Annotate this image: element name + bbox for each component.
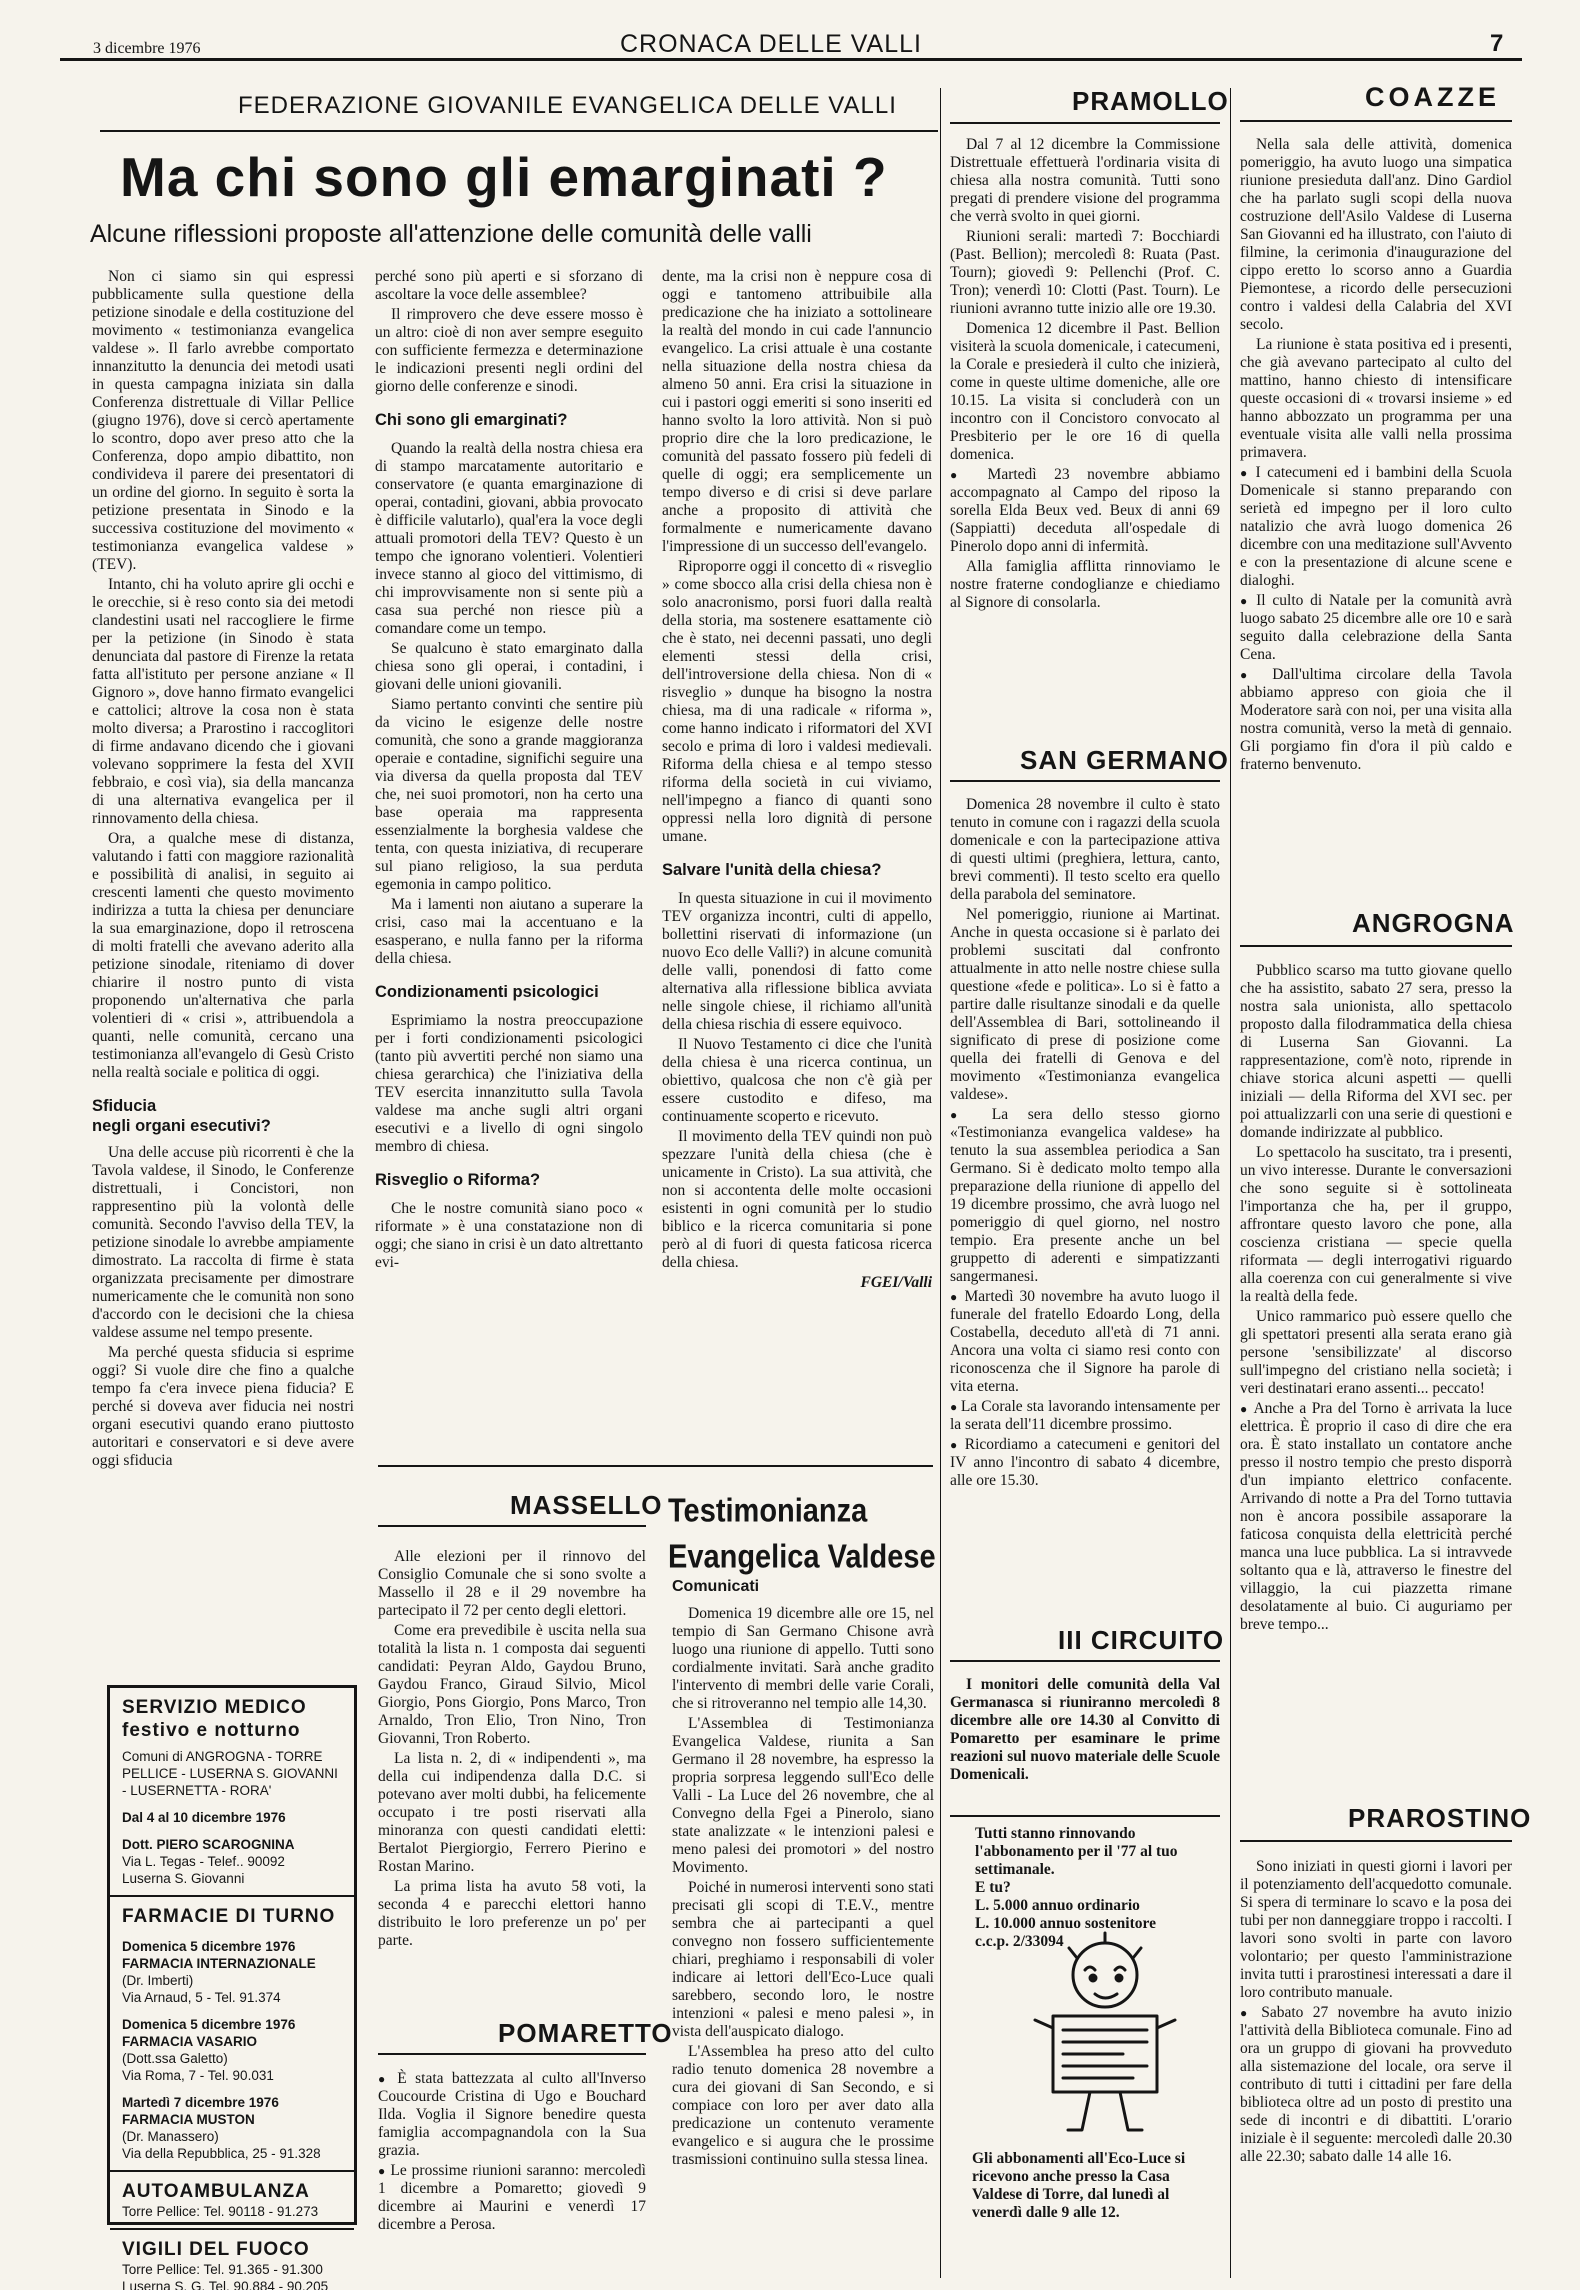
article-signature: FGEI/Valli [860,1274,932,1291]
pharmacy-address: Via della Repubblica, 25 - 91.328 [122,2146,321,2161]
news-paragraph: Unico rammarico può essere quello che gli spettatori presenti alla serata erano già persone 'sensibilizzate' al discorso sull'impegno del cristiano nella società; i veri destinatari erano assenti... peccato! [1240,1308,1512,1397]
period: Dal 4 al 10 dicembre 1976 [122,1810,286,1825]
article-column-3 [662,268,932,1294]
article-paragraph: dente, ma la crisi non è neppure cosa di oggi e tantomeno attribuibile alla predicazione che ha iniziato a sottolineare la realtà del mondo in cui cade l'annuncio evangelico. La crisi attuale è una costante nella situazione della nostra chiesa da almeno 50 anni. Era crisi la situazione in cui i pastori oggi emeriti si sono inseriti ed hanno svolto la loro attività. Non si può proprio dire che la loro predicazione, le comunità del passato fossero più fedeli di quelle di oggi; era semplicemente un tempo diverso e di crisi si deve parlare anche a proposito di attività che formalmente e numericamente davano l'impressione di un successo dell'evangelo. [662,268,932,555]
news-paragraph: Poiché in numerosi interventi sono stati precisati gli scopi di T.E.V., mentre sembra che ai partecipanti a quel convegno non fossero sufficientemente chiari, preghiamo i responsabili di voler indicare ai lettori dell'Eco-Luce quali sarebbero, secondo loro, le nostre intenzioni « palesi e meno palesi », in vista dell'auspicato dialogo. [672,1879,934,2040]
pharmacy-address: Via Arnaud, 5 - Tel. 91.374 [122,1990,281,2005]
subheading-line: negli organi esecutivi? [92,1117,271,1135]
news-paragraph: Domenica 28 novembre il culto è stato tenuto in comune con i ragazzi della scuola domenicale e con la partecipazione attiva di questi ultimi (preghiera, lettura, canto, brevi commenti). Il testo scelto era quello della parabola del seminatore. [950,796,1220,903]
firefighters-phone: Torre Pellice: Tel. 91.365 - 91.300 [122,2262,323,2277]
pharmacy-date: Martedì 7 dicembre 1976 [122,2095,279,2110]
article-paragraph: Se qualcuno è stato emarginato dalla chiesa sono gli operai, i contadini, i giovani delle unioni giovanili. [375,640,643,693]
masthead-rule [60,58,1522,61]
ambulance-phone: Torre Pellice: Tel. 90118 - 91.273 [122,2204,319,2219]
kicker-rule [100,130,938,132]
testimonianza-text [672,1605,934,2171]
ad-line: L. 10.000 annuo sostenitore [975,1915,1156,1932]
comunicati-label: Comunicati [672,1578,760,1595]
headline: Ma chi sono gli emarginati ? [120,146,888,208]
page-number: 7 [1490,30,1504,57]
article-paragraph: Siamo pertanto convinti che sentire più da vicino le esigenze delle nostre comunità, che sono a grande maggioranza operaie e contadine, significhi seguire una via diversa da quella proposta dal TEV che, nei suoi promotori, non ha certo una base operaia ma rappresenta essenzialmente la borghesia valdese che tenta, con questa iniziativa, di recuperare sul piano religioso, la sua perduta egemonia in campo politico. [375,696,643,893]
ad-line: c.c.p. 2/33094 [975,1933,1064,1950]
article-paragraph: Ora, a qualche mese di distanza, valutando i fatti con maggiore razionalità e possibilità di analisi, in seguito ai crescenti lamenti che questo movimento indirizza a tutta la chiesa per denunciare la sua emarginazione, dopo il retroscena di molti fratelli che avevano aderito alla petizione sinodale, riteniamo di dover chiarire il nostro punto di vista proponendo un'alternativa che parla volentieri di « crisi », attribuendola a quanti, nelle comunità, cercano una testimonianza all'evangelo di Gesù Cristo nella realtà sociale e politica di oggi. [92,830,354,1081]
doctor-city: Luserna S. Giovanni [122,1871,245,1886]
subheading-unita: Salvare l'unità della chiesa? [662,861,882,879]
article-column-1 [92,268,354,1472]
ambulance-title: AUTOAMBULANZA [122,2181,310,2202]
sangermano-rule [950,780,1220,782]
subheading-line: Sfiducia [92,1097,157,1115]
coazze-text [1240,136,1512,776]
article-paragraph: Riproporre oggi il concetto di « risveglio » come sbocco alla crisi della chiesa non è solo anacronismo, porsi fuori dalla realtà della storia, ma sostenere esattamente ciò che è stato, nei decenni passati, uno degli elementi stessi della crisi, dell'introversione della chiesa. Non di « risveglio » dunque ha bisogno la nostra chiesa, ma di una radicale « riforma », come hanno indicato i riformatori del XVI secolo e prima di loro i valdesi medievali. Riforma della chiesa e al tempo stesso riforma della società in cui viviamo, nell'impegno a fianco di quanti sono oppressi nella loro dignità di persone umane. [662,558,932,845]
news-paragraph: Come era prevedibile è uscita nella sua totalità la lista n. 1 composta dai seguenti candidati: Peyran Aldo, Gaydou Bruno, Gaydou Franco, Giraud Silvio, Micol Giorgio, Pons Giorgio, Pons Marco, Tron Arnaldo, Tron Elio, Tron Nino, Tron Giovanni, Tron Roberto. [378,1622,646,1747]
news-paragraph: ● Sabato 27 novembre ha avuto inizio l'attività della Biblioteca comunale. Fino ad ora un gruppo di giovani ha provveduto alla sistemazione del locale, ora serve il contributo di tutti i cittadini per fare della biblioteca oltre ad un posto di prestito una sede di incontri e di dibattiti. L'orario iniziale è il seguente: mercoledì dalle 20.30 alle 22.30; sabato dalle 14 alle 16. [1240,2004,1512,2166]
subscription-footer: Gli abbonamenti all'Eco-Luce si ricevono anche presso la Casa Valdese di Torre, dal lunedì al venerdì dalle 9 alle 12. [972,2150,1186,2221]
article-paragraph: Il movimento della TEV quindi non può spezzare l'unità della chiesa (che è unicamente in Cristo). La sua attività, che non si accontenta delle molte occasioni esistenti in ogni comunità per lo studio biblico e la ricerca comunitaria si pone però al di fuori di questa faticosa ricerca della chiesa. [662,1128,932,1271]
news-paragraph: L'Assemblea ha preso atto del culto radio tenuto domenica 28 novembre a cura dei giovani di San Secondo, e si compiace con loro per aver dato alla predicazione un contenuto veramente evangelico e si augura che le prossime trasmissioni continuino sulla stessa linea. [672,2043,934,2168]
doctor-address: Via L. Tegas - Telef.. 90092 [122,1854,285,1869]
page-date: 3 dicembre 1976 [93,40,201,57]
news-paragraph: ● Ricordiamo a catecumeni e genitori del IV anno l'incontro di sabato 4 dicembre, alle ore 15.30. [950,1436,1220,1490]
pharmacy-owner: (Dott.ssa Galetto) [122,2051,228,2066]
news-paragraph: La riunione è stata positiva ed i presenti, che già avevano partecipato al culto del mattino, hanno chiesto di intensificare queste occasioni di « trovarsi insieme » ed hanno abbozzato un programma per una eventuale visita alle valli nella prossima primavera. [1240,336,1512,461]
news-paragraph: ● Anche a Pra del Torno è arrivata la luce elettrica. È proprio il caso di dire che era ora. È stato installato un contatore anche presso il nostro tempio che presto disporrà d'un impianto elettrico confacente. Arrivando di notte a Pra del Torno tuttavia non è ancora possibile assaporare la faticosa conquista della elettricità perché manca una luce pubblica. La si intravvede soltanto qua e là, attraverso le finestre del villaggio, la cui piazzetta rimane desolatamente al buio. Ci auguriamo per breve tempo... [1240,1400,1512,1634]
newspaper-reader-illustration [1015,1930,1195,2140]
subheading-emarginati: Chi sono gli emarginati? [375,411,568,429]
news-paragraph: Dal 7 al 12 dicembre la Commissione Distrettuale effettuerà l'ordinaria visita di chiesa alla nostra comunità. Tutti sono pregati di prendere visione del programma che verrà svolto in quei giorni. [950,136,1220,225]
news-paragraph: Nel pomeriggio, riunione ai Martinat. Anche in questa occasione si è parlato dei problemi suscitati dal confronto attualmente in atto nelle nostre chiese sulla questione «fede e politica». Lo si è fatto a partire dalle risultanze sinodali e da quelle dell'Assemblea di Bari, sottolineando il significato di prese di posizione come quella dei fratelli di Genova e del movimento «Testimonianza evangelica valdese». [950,906,1220,1103]
news-paragraph: Alla famiglia afflitta rinnoviamo le nostre fraterne condoglianze e chiediamo al Signore di consolarla. [950,558,1220,611]
subhead: Alcune riflessioni proposte all'attenzione delle comunità delle valli [90,220,812,248]
section-title-sangermano: SAN GERMANO [1020,745,1229,775]
circuito-text [950,1676,1220,1786]
news-paragraph: ● La Corale sta lavorando intensamente per la serata dell'11 dicembre prossimo. [950,1398,1220,1434]
section-title-prarostino: PRAROSTINO [1348,1803,1532,1833]
news-paragraph: La prima lista ha avuto 58 voti, la seconda 4 e parecchi elettori hanno distribuito le loro preferenze un po' per parte. [378,1878,646,1949]
pharmacy-date: Domenica 5 dicembre 1976 [122,1939,296,1954]
news-paragraph: ● I catecumeni ed i bambini della Scuola Domenicale si stanno preparando con serietà ed impegno per il loro culto natalizio che avrà luogo domenica 26 dicembre con una meditazione sull'Avvento e con la presentazione di alcune scene e dialoghi. [1240,464,1512,590]
news-paragraph: Domenica 12 dicembre il Past. Bellion visiterà la scuola domenicale, i catecumeni, la Corale e presiederà il culto che inizierà, come in queste ultime domeniche, alle ore 10.15. La visita si concluderà con un incontro con il Concistoro convocato al Presbiterio per le ore 16 di quella domenica. [950,320,1220,463]
pomaretto-rule [378,2053,646,2055]
section-title-angrogna: ANGROGNA [1352,908,1515,938]
news-paragraph: ● Martedì 23 novembre abbiamo accompagnato al Campo del riposo la sorella Elda Beux ved. Beux di anni 69 (Sappiatti) deceduta all'ospedale di Pinerolo dopo anni di infermità. [950,466,1220,556]
municipalities: Comuni di ANGROGNA - TORRE PELLICE - LUSERNA S. GIOVANNI - LUSERNETTA - RORA' [122,1749,338,1798]
news-paragraph: La lista n. 2, di « indipendenti », ma della cui indipendenza dalla D.C. si potevano aver molti dubbi, ha felicemente occupato i tre posti riservati alla minoranza con questi candidati eletti: Bertalot Piergiorgio, Ferrero Pierino e Rostan Marino. [378,1750,646,1875]
article-paragraph: Non ci siamo sin qui espressi pubblicamente sulla questione della petizione sinodale e della costituzione del movimento « testimonianza evangelica valdese ». Il farlo avrebbe comportato innanzitutto la denuncia dei metodi usati in questa campagna iniziata sin dalla Conferenza distrettuale di Villar Pellice (giugno 1976), dove si cercò apertamente lo scontro, dopo aver preso atto che la Conferenza, dopo ampio dibattito, non condivideva il parere dei presentatori di un ordine del giorno. In seguito è sorta la petizione presentata in Sinodo e la successiva costituzione del movimento « testimonianza evangelica valdese » (TEV). [92,268,354,573]
pharmacy-owner: (Dr. Imberti) [122,1973,194,1988]
article-paragraph: Il rimprovero che deve essere mosso è un altro: cioè di non aver sempre eseguito con sufficiente fermezza e determinazione le indicazioni presenti negli ordini del giorno delle conferenze e sinodi. [375,306,643,395]
news-paragraph: Alle elezioni per il rinnovo del Consiglio Comunale che si sono svolte a Massello il 28 e il 29 novembre ha partecipato il 72 per cento degli elettori. [378,1548,646,1619]
box-title: festivo e notturno [122,1720,301,1741]
doctor-name: Dott. PIERO SCAROGNINA [122,1837,295,1852]
news-paragraph: I monitori delle comunità della Val Germanasca si riuniranno mercoledì 8 dicembre alle ore 14.30 al Convitto di Pomaretto per esaminare le prime reazioni sul nuovo materiale delle Scuole Domenicali. [950,1676,1220,1783]
section-title-circuito: III CIRCUITO [1058,1625,1225,1655]
pharmacy-owner: (Dr. Manassero) [122,2129,219,2144]
news-paragraph: Sono iniziati in questi giorni i lavori per il potenziamento dell'acquedotto comunale. Si spera di terminare lo scavo e la posa dei tubi per non danneggiare troppo i raccolti. I lavori sono svolti in parte con lavoro volontario; per questo l'amministrazione invita tutti i prarostinesi interessati a dare il loro contributo manuale. [1240,1858,1512,2001]
section-title-coazze: COAZZE [1365,82,1500,112]
ad-line: L. 5.000 annuo ordinario [975,1897,1140,1914]
article-paragraph: In questa situazione in cui il movimento TEV organizza incontri, culti di appello, bollettini riservati di informazione (un nuovo Eco delle Valli?) in alcune comunità delle valli, ponendosi di fatto come alternativa alla riflessione biblica avviata nelle singole chiese, il richiamo all'unità della chiesa rischia di essere equivoco. [662,890,932,1033]
news-paragraph: Nella sala delle attività, domenica pomeriggio, ha avuto luogo una simpatica riunione presieduta dall'anz. Dino Gardiol che ha parlato sugli scopi della nuova costruzione dell'Asilo Valdese di Luserna San Giovanni ed ha illustrato, con l'aiuto di filmine, la cerimonia d'inaugurazione del cippo eretto lo scorso anno a Guardia Piemontese, a ricordo delle persecuzioni contro i valdesi della Calabria del XVI secolo. [1240,136,1512,333]
pramollo-text [950,136,1220,614]
article-paragraph: Quando la realtà della nostra chiesa era di stampo marcatamente autoritario e conservatore (e quanta emarginazione di operai, contadini, giovani, abbia provocato è difficile valutarlo), qual'era la voce degli attuali promotori della TEV? Questo è un tempo che ignorano volentieri. Volentieri invece stanno al gioco del vittimismo, di chi improvvisamente non si sente più a casa sua perché non riesce più a comandare come un tempo. [375,440,643,637]
article-paragraph: Esprimiamo la nostra preoccupazione per i forti condizionamenti psicologici (tanto più avvertiti perché non siamo una chiesa gerarchica) che l'iniziativa della TEV esercita innanzitutto sulla Tavola valdese ma anche sugli altri organi esecutivi e a livello di ogni singolo membro di chiesa. [375,1012,643,1155]
article-paragraph: Una delle accuse più ricorrenti è che la Tavola valdese, il Sinodo, le Conferenze distrettuali, i Concistori, non rappresentino più la volontà delle comunità. Secondo l'avviso della TEV, la petizione sinodale lo avrebbe ampiamente dimostrato. La raccolta di firme è stata organizzata precisamente per dimostrare numericamente che le comunità non sono d'accordo con le decisioni che la chiesa valdese assume nel tempo presente. [92,1144,354,1341]
news-paragraph: ● Martedì 30 novembre ha avuto luogo il funerale del fratello Edoardo Long, della Costabella, deceduto all'età di 71 anni. Ancora una volta ci siamo resi conto con riconoscenza che il Signore ha parole di vita eterna. [950,1288,1220,1396]
prarostino-rule [1240,1840,1512,1842]
title-line: Testimonianza [668,1492,868,1530]
news-paragraph: ● Le prossime riunioni saranno: mercoledì 1 dicembre a Pomaretto; giovedì 9 dicembre ai Maurini e venerdì 17 dicembre a Perosa. [378,2162,646,2234]
pomaretto-text [378,2070,646,2236]
section-title-pomaretto: POMARETTO [498,2018,673,2048]
firefighters-title: VIGILI DEL FUOCO [122,2239,310,2260]
medical-service-box [107,1685,357,2290]
news-paragraph: Lo spettacolo ha suscitato, tra i presenti, un vivo interesse. Durante le conversazioni che sono seguite si è sottolineata l'importanza che ha, per il gruppo, affrontare questo lavoro che pone, alla coscienza cristiana — specie quella riformata — degli interrogativi riguardo alla coerenza con cui generalmente si vive la realtà della fede. [1240,1144,1512,1305]
article-column-2 [375,268,643,1274]
ad-line: Tutti stanno rinnovando l'abbonamento per il '77 al tuo settimanale. [975,1825,1178,1878]
article-paragraph: Ma perché questa sfiducia si esprime oggi? Si vuole dire che fino a qualche tempo fa c'era invece piena fiducia? E perché si doveva aver fiducia nei nostri organi esecutivi quando erano piuttosto autoritari e conservatori e si deve avere oggi sfiducia [92,1344,354,1469]
news-paragraph: ● Il culto di Natale per la comunità avrà luogo sabato 25 dicembre alle ore 10 e sarà seguito dalla celebrazione della Santa Cena. [1240,592,1512,664]
prarostino-text [1240,1858,1512,2168]
article-paragraph: Il Nuovo Testamento ci dice che l'unità della chiesa è una ricerca continua, un obiettivo, qualcosa che non c'è già per essere custodito e difeso, ma continuamente scoperto e ricevuto. [662,1036,932,1125]
news-paragraph: Pubblico scarso ma tutto giovane quello che ha assistito, sabato 27 sera, presso la nostra sala unionista, allo spettacolo proposto dalla filodrammatica della chiesa di Luserna San Giovanni. La rappresentazione, com'è noto, riprende in chiave storica alcuni aspetti — quelli iniziali — della Riforma del XVI sec. per poi attualizzarli con una serie di questioni e domande indirizzate al pubblico. [1240,962,1512,1141]
pharmacy-name: FARMACIA MUSTON [122,2112,255,2127]
circuito-bottom-rule [950,1815,1220,1817]
article-paragraph: Ma i lamenti non aiutano a superare la crisi, caso mai la accentuano e la esasperano, e nulla fanno per la riforma della chiesa. [375,896,643,967]
testimonianza-title [668,1488,936,1580]
column-divider [1230,88,1231,2278]
pharmacy-date: Domenica 5 dicembre 1976 [122,2017,296,2032]
article-paragraph: perché sono più aperti e si sforzano di ascoltare la voce delle assemblee? [375,268,643,303]
newspaper-name: CRONACA DELLE VALLI [620,30,922,58]
article-paragraph: Che le nostre comunità siano poco « riformate » è una constatazione non di oggi; che siano in crisi è un dato altrettanto evi- [375,1200,643,1271]
title-line: Evangelica Valdese [668,1538,936,1576]
pharmacy-name: FARMACIA VASARIO [122,2034,257,2049]
pramollo-rule [950,122,1220,124]
news-paragraph: L'Assemblea di Testimonianza Evangelica Valdese, riunita a San Germano il 28 novembre, ha espresso la propria sorpresa leggendo sull'Eco delle Valli - La Luce del 26 novembre, che al Convegno della Fgei a Pinerolo, siano state analizzate « le intenzioni palesi e meno palesi dei promotori » del nostro Movimento. [672,1715,934,1876]
angrogna-text [1240,962,1512,1636]
coazze-rule [1240,120,1512,122]
angrogna-rule [1240,945,1512,947]
federation-kicker: FEDERAZIONE GIOVANILE EVANGELICA DELLE VALLI [238,92,897,119]
section-rule [378,1465,933,1467]
section-title-massello: MASSELLO [510,1490,663,1520]
sangermano-text [950,796,1220,1492]
subheading-risveglio: Risveglio o Riforma? [375,1171,541,1189]
news-paragraph: ● Dall'ultima circolare della Tavola abbiamo appreso con gioia che il Moderatore sarà con noi, per una visita alla nostra comunità, verso la metà di gennaio. Gli porgiamo fin d'ora il più caldo e fraterno benvenuto. [1240,666,1512,774]
firefighters-phone: Luserna S. G. Tel. 90.884 - 90.205 [122,2279,329,2290]
subheading-condizionamenti: Condizionamenti psicologici [375,983,599,1001]
news-paragraph: ● La sera dello stesso giorno «Testimonianza evangelica valdese» ha tenuto la sua assemblea periodica a San Germano. Si è dedicato molto tempo alla preparazione della riunione di appello del 19 dicembre prossimo, che avrà luogo nel pomeriggio di quel giorno, nel nostro tempio. Era presente anche un bel gruppetto di aderenti e simpatizzanti sangermanesi. [950,1106,1220,1286]
circuito-rule [950,1660,1220,1662]
box-title: SERVIZIO MEDICO [122,1697,307,1718]
news-paragraph: ● È stata battezzata al culto all'Inverso Coucourde Cristina di Ugo e Bouchard Ilda. Voglia il Signore benedire questa famiglia accompagnandola con la Sua grazia. [378,2070,646,2160]
pharmacy-address: Via Roma, 7 - Tel. 90.031 [122,2068,274,2083]
pharmacies-title: FARMACIE DI TURNO [122,1906,336,1927]
pharmacy-name: FARMACIA INTERNAZIONALE [122,1956,316,1971]
ad-line: E tu? [975,1879,1011,1896]
news-paragraph: Riunioni serali: martedì 7: Bocchiardi (Past. Bellion); mercoledì 8: Ruata (Past. Tourn); giovedì 9: Pellenchi (Prof. C. Tron); venerdì 10: Clotti (Past. Tourn). Le riunioni avranno tutte inizio alle ore 19.30. [950,228,1220,317]
massello-text [378,1548,646,1952]
article-paragraph: Intanto, chi ha voluto aprire gli occhi e le orecchie, si è reso conto sia dei metodi clandestini usati nel raccogliere le firme per la petizione (in Sinodo è stata denunciata dal pastore di Firenze la retata fatta all'istituto per persone anziane « Il Gignoro », dove hanno firmato evangelici e cattolici; altrove la cosa non è stata molto diversa; a Prarostino i raccoglitori di firme andavano dicendo che i giovani volevano sopprimere la festa del XVII febbraio, e così via), sia della mancanza di una alternativa evangelica per il rinnovamento della chiesa. [92,576,354,827]
news-paragraph: Domenica 19 dicembre alle ore 15, nel tempio di San Germano Chisone avrà luogo una riunione di appello. Tutti sono cordialmente invitati. Sarà anche gradito l'intervento di membri delle varie Corali, che si ritroveranno nel tempio alle 14,30. [672,1605,934,1712]
section-title-pramollo: PRAMOLLO [1072,86,1229,116]
subheading-sfiducia [92,1096,354,1136]
massello-rule [378,1525,646,1527]
column-divider [940,88,941,2278]
